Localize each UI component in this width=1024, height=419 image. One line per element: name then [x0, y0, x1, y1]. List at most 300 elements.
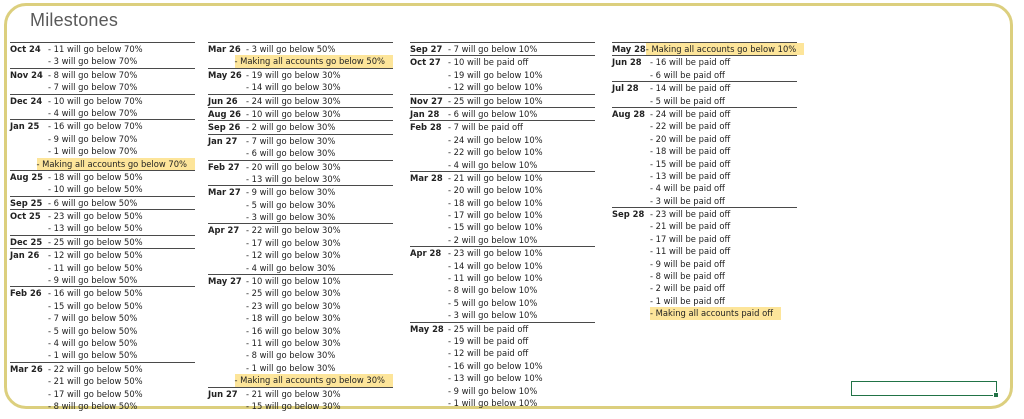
milestone-text: - 17 will go below 10% — [448, 210, 543, 221]
milestone-row[interactable] — [410, 335, 595, 347]
milestone-row[interactable] — [208, 400, 393, 412]
milestone-date — [410, 69, 448, 81]
milestone-row[interactable] — [612, 108, 797, 120]
milestone-row[interactable] — [10, 183, 195, 195]
milestone-date — [208, 349, 246, 361]
milestone-date: Feb 26 — [10, 288, 42, 299]
milestone-date — [208, 237, 246, 249]
milestone-text: - 13 will go below 30% — [246, 173, 341, 184]
milestone-group — [208, 134, 393, 160]
milestone-text: - 16 will go below 10% — [448, 360, 543, 371]
milestone-row[interactable] — [10, 107, 195, 119]
milestone-date — [612, 295, 650, 307]
milestone-text: - 3 will go below 30% — [246, 212, 336, 223]
milestone-group — [208, 160, 393, 186]
milestone-date — [208, 312, 246, 324]
milestone-text: - 2 will go below 10% — [448, 234, 538, 245]
milestone-date — [410, 385, 448, 397]
milestone-date: Mar 27 — [208, 187, 241, 198]
milestone-text: - 19 will be paid off — [448, 335, 529, 346]
milestone-text: - 14 will go below 30% — [246, 82, 341, 93]
milestone-text: - 4 will be paid off — [650, 183, 725, 194]
milestone-row[interactable] — [612, 233, 797, 245]
milestone-text: - 13 will go below 10% — [448, 373, 543, 384]
milestone-row[interactable] — [410, 297, 595, 309]
milestone-text: - 10 will go below 30% — [246, 108, 341, 119]
milestone-date — [410, 134, 448, 146]
milestone-group — [10, 170, 195, 196]
milestone-date — [10, 107, 48, 119]
milestone-text: - 21 will go below 50% — [48, 376, 143, 387]
milestone-row[interactable] — [410, 43, 595, 55]
milestone-row[interactable] — [208, 325, 393, 337]
milestone-date — [410, 146, 448, 158]
milestone-row[interactable] — [410, 209, 595, 221]
milestone-row[interactable] — [10, 388, 195, 400]
selected-cell[interactable] — [851, 381, 997, 396]
milestone-date — [410, 360, 448, 372]
milestone-row[interactable] — [208, 374, 393, 386]
milestone-group — [208, 120, 393, 133]
milestone-text: - 11 will go below 70% — [48, 44, 143, 54]
milestone-date: Mar 26 — [208, 44, 241, 54]
milestone-row[interactable] — [410, 69, 595, 81]
milestone-row[interactable] — [208, 362, 393, 374]
milestone-text: - 8 will go below 70% — [48, 69, 138, 80]
milestone-date — [612, 195, 650, 207]
milestone-text: - 11 will go below 50% — [48, 262, 143, 273]
milestone-row[interactable] — [410, 247, 595, 259]
milestone-date — [612, 258, 650, 270]
milestone-group — [10, 235, 195, 248]
milestone-date — [10, 262, 48, 274]
milestone-date: May 28 — [410, 323, 444, 334]
milestone-text: - 11 will be paid off — [650, 246, 731, 257]
milestone-text: - 18 will be paid off — [650, 146, 731, 157]
milestone-row[interactable] — [208, 275, 393, 287]
milestone-date: Sep 25 — [10, 197, 43, 208]
milestone-text: - 2 will be paid off — [650, 283, 725, 294]
milestone-row[interactable] — [10, 133, 195, 145]
milestone-row[interactable] — [612, 270, 797, 282]
milestone-row[interactable] — [410, 397, 595, 409]
milestone-text: - 6 will be paid off — [650, 69, 725, 80]
milestone-row[interactable] — [10, 43, 195, 55]
milestone-row[interactable] — [612, 56, 797, 68]
milestone-date — [10, 81, 48, 93]
milestone-date — [208, 147, 246, 159]
milestone-row[interactable] — [10, 274, 195, 286]
milestone-date: Jan 26 — [10, 250, 40, 261]
milestone-row[interactable] — [410, 81, 595, 93]
milestone-row[interactable] — [410, 159, 595, 171]
milestone-date — [10, 312, 48, 324]
milestone-text: - 1 will go below 10% — [448, 397, 538, 408]
milestone-row[interactable] — [410, 234, 595, 246]
milestone-row[interactable] — [208, 337, 393, 349]
milestone-row[interactable] — [612, 95, 797, 107]
milestone-date: Sep 28 — [612, 209, 645, 220]
milestone-text: - 8 will go below 10% — [448, 285, 538, 296]
milestone-date — [208, 300, 246, 312]
milestone-date — [612, 282, 650, 294]
milestone-row[interactable] — [208, 249, 393, 261]
milestone-row[interactable] — [410, 260, 595, 272]
milestone-row[interactable] — [10, 222, 195, 234]
milestone-text: - 7 will go below 10% — [448, 44, 538, 54]
milestone-date — [208, 337, 246, 349]
milestone-row[interactable] — [10, 171, 195, 183]
milestone-date: Jan 27 — [208, 135, 238, 146]
milestone-date — [208, 262, 246, 274]
milestone-row[interactable] — [612, 182, 797, 194]
milestone-date: Feb 28 — [410, 122, 442, 133]
milestone-highlight-text: - Making all accounts go below 50% — [235, 55, 394, 67]
milestone-date — [410, 221, 448, 233]
milestone-group — [10, 119, 195, 170]
milestone-row[interactable] — [612, 120, 797, 132]
milestone-group — [208, 107, 393, 120]
milestone-text: - 23 will go below 10% — [448, 248, 543, 259]
milestone-row[interactable] — [612, 307, 797, 319]
milestone-text: - 4 will go below 30% — [246, 262, 336, 273]
milestone-row[interactable] — [612, 145, 797, 157]
milestone-text: - 17 will go below 50% — [48, 388, 143, 399]
milestone-text: - 21 will go below 10% — [448, 172, 543, 183]
milestone-date: Jun 27 — [208, 388, 238, 399]
milestone-text: - 22 will be paid off — [650, 121, 731, 132]
milestone-date — [410, 159, 448, 171]
milestone-row[interactable] — [410, 347, 595, 359]
milestone-row[interactable] — [10, 55, 195, 67]
milestone-text: - 16 will go below 70% — [48, 121, 143, 132]
milestone-row[interactable] — [208, 186, 393, 198]
milestone-row[interactable] — [10, 210, 195, 222]
milestone-date — [612, 158, 650, 170]
milestone-date — [612, 95, 650, 107]
milestone-date: May 26 — [208, 69, 242, 80]
milestone-date — [612, 120, 650, 132]
milestone-text: - 10 will go below 10% — [246, 276, 341, 287]
milestone-text: - 1 will go below 30% — [246, 362, 336, 373]
milestone-text: - 19 will go below 30% — [246, 69, 341, 80]
milestone-group — [208, 68, 393, 94]
milestone-text: - 16 will be paid off — [650, 57, 731, 68]
milestone-group — [410, 107, 595, 120]
milestone-date — [410, 209, 448, 221]
milestone-row[interactable] — [10, 400, 195, 412]
milestone-text: - 24 will be paid off — [650, 108, 731, 119]
milestone-text: - 11 will go below 10% — [448, 273, 543, 284]
milestone-text: - 12 will be paid off — [448, 348, 529, 359]
milestone-text: - 3 will go below 10% — [448, 310, 538, 321]
milestone-row[interactable] — [208, 237, 393, 249]
milestone-group — [10, 286, 195, 361]
milestone-text: - 2 will go below 30% — [246, 122, 336, 133]
milestone-group — [612, 107, 797, 207]
milestone-text: - 5 will go below 10% — [448, 297, 538, 308]
milestone-date — [612, 69, 650, 81]
milestone-date — [10, 158, 37, 170]
milestone-row[interactable] — [410, 172, 595, 184]
milestone-row[interactable] — [410, 146, 595, 158]
milestone-highlight-text: - Making all accounts paid off — [650, 307, 781, 319]
milestone-row[interactable] — [612, 170, 797, 182]
milestone-row[interactable] — [208, 121, 393, 133]
milestone-row[interactable] — [208, 349, 393, 361]
milestone-row[interactable] — [612, 195, 797, 207]
milestone-date: Oct 27 — [410, 57, 441, 68]
milestone-date — [410, 184, 448, 196]
milestone-row[interactable] — [612, 245, 797, 257]
milestone-group — [10, 196, 195, 209]
milestone-date: Feb 27 — [208, 161, 240, 172]
milestone-text: - 16 will go below 30% — [246, 325, 341, 336]
milestone-row[interactable] — [410, 385, 595, 397]
milestone-date — [208, 362, 246, 374]
milestone-text: - 23 will be paid off — [650, 209, 731, 220]
milestone-date: Mar 28 — [410, 172, 443, 183]
milestone-date — [410, 335, 448, 347]
milestone-date — [410, 397, 448, 409]
milestone-text: - 5 will go below 30% — [246, 199, 336, 210]
milestone-row[interactable] — [208, 95, 393, 107]
milestone-date — [612, 133, 650, 145]
milestone-text: - 13 will be paid off — [650, 170, 731, 181]
milestone-row[interactable] — [10, 236, 195, 248]
milestone-group — [208, 185, 393, 223]
milestone-text: - 5 will be paid off — [650, 95, 725, 106]
milestone-group — [208, 94, 393, 107]
milestone-row[interactable] — [410, 272, 595, 284]
milestone-text: - 18 will go below 10% — [448, 197, 543, 208]
milestone-date — [208, 287, 246, 299]
milestone-row[interactable] — [410, 360, 595, 372]
milestone-row[interactable] — [208, 300, 393, 312]
milestone-date: Aug 25 — [10, 171, 44, 182]
milestone-row[interactable] — [410, 197, 595, 209]
milestone-row[interactable] — [208, 81, 393, 93]
milestone-row[interactable] — [208, 388, 393, 400]
milestone-row[interactable] — [612, 282, 797, 294]
milestone-row[interactable] — [410, 56, 595, 68]
milestone-row[interactable] — [10, 349, 195, 361]
milestone-column-4 — [612, 42, 797, 320]
milestone-row[interactable] — [612, 43, 797, 55]
milestone-group — [612, 81, 797, 107]
milestone-date — [612, 170, 650, 182]
milestone-row[interactable] — [10, 262, 195, 274]
milestone-text: - 23 will go below 30% — [246, 300, 341, 311]
milestone-text: - 10 will go below 50% — [48, 184, 143, 195]
milestone-text: - 4 will go below 70% — [48, 107, 138, 118]
milestone-text: - 10 will go below 70% — [48, 95, 143, 106]
milestone-row[interactable] — [10, 120, 195, 132]
milestone-highlight-text: - Making all accounts go below 70% — [37, 158, 196, 170]
milestone-date — [10, 325, 48, 337]
milestone-group — [410, 322, 595, 410]
milestone-text: - 15 will go below 30% — [246, 400, 341, 411]
milestone-text: - 25 will go below 30% — [246, 288, 341, 299]
milestone-row[interactable] — [208, 199, 393, 211]
milestone-row[interactable] — [410, 108, 595, 120]
milestone-row[interactable] — [410, 95, 595, 107]
milestone-text: - 9 will be paid off — [650, 258, 725, 269]
milestone-group — [410, 171, 595, 246]
milestone-row[interactable] — [612, 220, 797, 232]
milestone-row[interactable] — [410, 121, 595, 133]
milestone-date — [410, 347, 448, 359]
milestone-date: May 28 — [612, 44, 646, 54]
milestone-date — [410, 372, 448, 384]
milestone-row[interactable] — [10, 81, 195, 93]
milestone-column-1 — [10, 42, 195, 412]
milestone-row[interactable] — [208, 161, 393, 173]
milestone-row[interactable] — [10, 158, 195, 170]
milestone-date — [10, 183, 48, 195]
milestone-row[interactable] — [10, 363, 195, 375]
milestone-group — [208, 387, 393, 413]
milestone-row[interactable] — [208, 287, 393, 299]
milestone-row[interactable] — [410, 134, 595, 146]
milestone-text: - 25 will go below 50% — [48, 236, 143, 247]
milestone-text: - 14 will go below 10% — [448, 260, 543, 271]
milestone-group — [10, 94, 195, 120]
milestone-date: Apr 28 — [410, 248, 442, 259]
milestone-text: - 7 will go below 30% — [246, 135, 336, 146]
milestone-date — [10, 55, 48, 67]
milestone-text: - 15 will be paid off — [650, 158, 731, 169]
milestone-row[interactable] — [10, 69, 195, 81]
milestone-date — [612, 270, 650, 282]
milestone-row[interactable] — [208, 262, 393, 274]
milestone-row[interactable] — [208, 69, 393, 81]
milestone-date — [208, 400, 246, 412]
milestone-row[interactable] — [612, 82, 797, 94]
milestone-date: Nov 24 — [10, 69, 43, 80]
milestone-row[interactable] — [208, 108, 393, 120]
milestone-row[interactable] — [10, 197, 195, 209]
milestone-row[interactable] — [208, 147, 393, 159]
milestone-date — [612, 245, 650, 257]
milestone-text: - 9 will go below 70% — [48, 133, 138, 144]
milestone-row[interactable] — [10, 375, 195, 387]
milestone-row[interactable] — [208, 135, 393, 147]
milestone-text: - 5 will go below 50% — [48, 325, 138, 336]
milestone-row[interactable] — [10, 249, 195, 261]
milestone-date: Jun 26 — [208, 95, 238, 106]
milestone-row[interactable] — [410, 323, 595, 335]
milestone-row[interactable] — [208, 55, 393, 67]
panel-title: Milestones — [30, 10, 119, 30]
milestone-date — [612, 307, 650, 319]
milestone-date — [10, 274, 48, 286]
milestone-text: - 20 will be paid off — [650, 133, 731, 144]
milestone-date — [410, 284, 448, 296]
milestone-group — [10, 248, 195, 286]
milestone-date — [10, 300, 48, 312]
milestone-date: Oct 24 — [10, 44, 41, 54]
milestone-text: - 22 will go below 30% — [246, 225, 341, 236]
milestone-group — [410, 94, 595, 107]
milestone-row[interactable] — [612, 69, 797, 81]
milestone-highlight-text: - Making all accounts go below 10% — [646, 43, 805, 55]
milestone-text: - 3 will go below 50% — [246, 44, 336, 54]
milestone-date — [10, 349, 48, 361]
milestone-text: - 9 will go below 30% — [246, 187, 336, 198]
milestone-row[interactable] — [10, 325, 195, 337]
milestone-date — [10, 222, 48, 234]
milestone-row[interactable] — [10, 145, 195, 157]
milestone-date — [410, 234, 448, 246]
milestone-column-3 — [410, 42, 595, 409]
milestone-date — [208, 325, 246, 337]
milestone-row[interactable] — [612, 158, 797, 170]
milestone-row[interactable] — [208, 43, 393, 55]
milestone-date: Apr 27 — [208, 225, 240, 236]
milestone-row[interactable] — [10, 312, 195, 324]
milestone-text: - 20 will go below 10% — [448, 185, 543, 196]
milestone-date — [410, 81, 448, 93]
milestone-row[interactable] — [10, 300, 195, 312]
milestone-date — [410, 260, 448, 272]
milestone-text: - 12 will go below 50% — [48, 250, 143, 261]
milestone-date: Jul 28 — [612, 83, 639, 94]
milestone-group — [10, 68, 195, 94]
milestone-date — [10, 388, 48, 400]
milestone-row[interactable] — [410, 309, 595, 321]
milestone-text: - 4 will go below 10% — [448, 159, 538, 170]
milestone-row[interactable] — [10, 337, 195, 349]
milestone-date — [208, 81, 246, 93]
milestone-row[interactable] — [410, 221, 595, 233]
milestone-row[interactable] — [208, 312, 393, 324]
milestone-row[interactable] — [612, 208, 797, 220]
milestone-date: May 27 — [208, 276, 242, 287]
milestone-group — [208, 274, 393, 387]
milestone-row[interactable] — [612, 133, 797, 145]
milestone-date: Mar 26 — [10, 363, 43, 374]
milestone-text: - 7 will be paid off — [448, 122, 523, 133]
milestone-text: - 10 will be paid off — [448, 57, 529, 68]
milestone-date — [410, 197, 448, 209]
milestone-row[interactable] — [208, 224, 393, 236]
fill-handle[interactable] — [993, 392, 999, 398]
milestone-row[interactable] — [208, 211, 393, 223]
milestone-text: - 24 will go below 30% — [246, 95, 341, 106]
milestone-text: - 6 will go below 50% — [48, 197, 138, 208]
milestone-row[interactable] — [410, 372, 595, 384]
milestone-row[interactable] — [410, 184, 595, 196]
milestone-row[interactable] — [10, 287, 195, 299]
milestone-date — [410, 272, 448, 284]
milestone-row[interactable] — [208, 173, 393, 185]
milestone-date — [410, 309, 448, 321]
milestone-text: - 21 will go below 30% — [246, 388, 341, 399]
milestone-row[interactable] — [10, 95, 195, 107]
milestone-group — [208, 42, 393, 68]
milestone-date — [208, 55, 235, 67]
milestone-row[interactable] — [410, 284, 595, 296]
milestone-date — [10, 145, 48, 157]
milestone-row[interactable] — [612, 295, 797, 307]
milestone-date — [10, 133, 48, 145]
milestone-date — [612, 182, 650, 194]
milestone-date — [10, 400, 48, 412]
milestone-date — [612, 220, 650, 232]
milestone-row[interactable] — [612, 258, 797, 270]
milestone-text: - 3 will go below 70% — [48, 56, 138, 67]
